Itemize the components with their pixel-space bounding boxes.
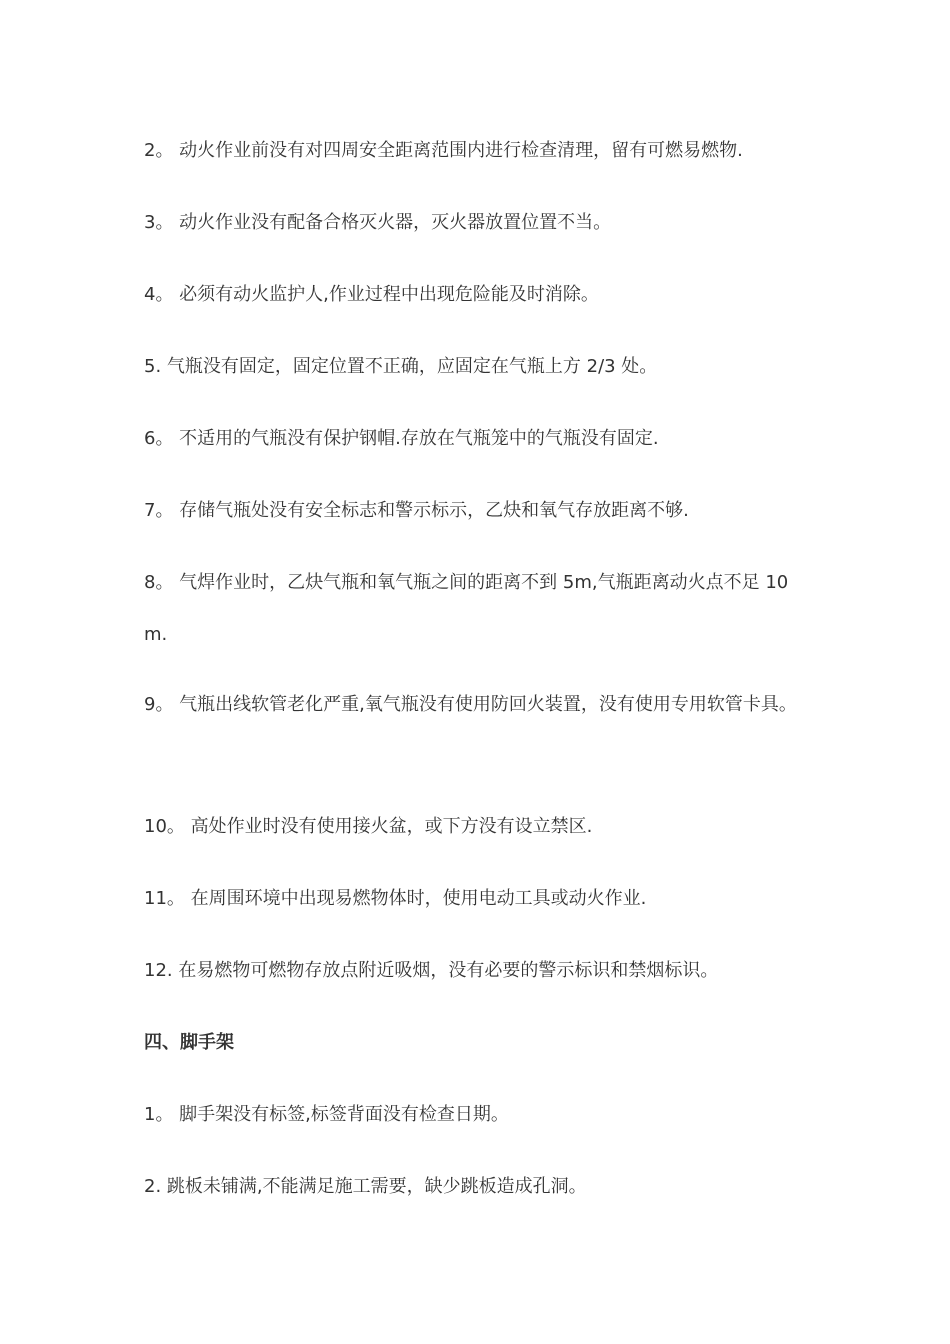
paragraph-item-2: 2。 动火作业前没有对四周安全距离范围内进行检查清理，留有可燃易燃物. bbox=[144, 140, 743, 161]
paragraph-item-8: 8。 气焊作业时，乙炔气瓶和氧气瓶之间的距离不到 5m,气瓶距离动火点不足 10m. bbox=[144, 572, 789, 645]
paragraph-item-7: 7。 存储气瓶处没有安全标志和警示标示，乙炔和氧气存放距离不够. bbox=[144, 500, 689, 521]
paragraph-item-3: 3。 动火作业没有配备合格灭火器，灭火器放置位置不当。 bbox=[144, 212, 612, 233]
paragraph-item-11: 11。 在周围环境中出现易燃物体时，使用电动工具或动火作业. bbox=[144, 888, 647, 909]
section-heading: 四、脚手架 bbox=[144, 1032, 234, 1053]
section-paragraph-2: 2. 跳板未铺满,不能满足施工需要，缺少跳板造成孔洞。 bbox=[144, 1176, 587, 1197]
paragraph-item-9: 9。 气瓶出线软管老化严重,氧气瓶没有使用防回火装置，没有使用专用软管卡具。 bbox=[144, 694, 797, 715]
paragraph-item-10: 10。 高处作业时没有使用接火盆，或下方没有设立禁区. bbox=[144, 816, 593, 837]
paragraph-item-5: 5. 气瓶没有固定，固定位置不正确，应固定在气瓶上方 2/3 处。 bbox=[144, 356, 658, 377]
paragraph-item-4: 4。 必须有动火监护人,作业过程中出现危险能及时消除。 bbox=[144, 284, 599, 305]
paragraph-item-12: 12. 在易燃物可燃物存放点附近吸烟，没有必要的警示标识和禁烟标识。 bbox=[144, 960, 719, 981]
section-paragraph-1: 1。 脚手架没有标签,标签背面没有检查日期。 bbox=[144, 1104, 509, 1125]
paragraph-item-6: 6。 不适用的气瓶没有保护钢帽.存放在气瓶笼中的气瓶没有固定. bbox=[144, 428, 659, 449]
